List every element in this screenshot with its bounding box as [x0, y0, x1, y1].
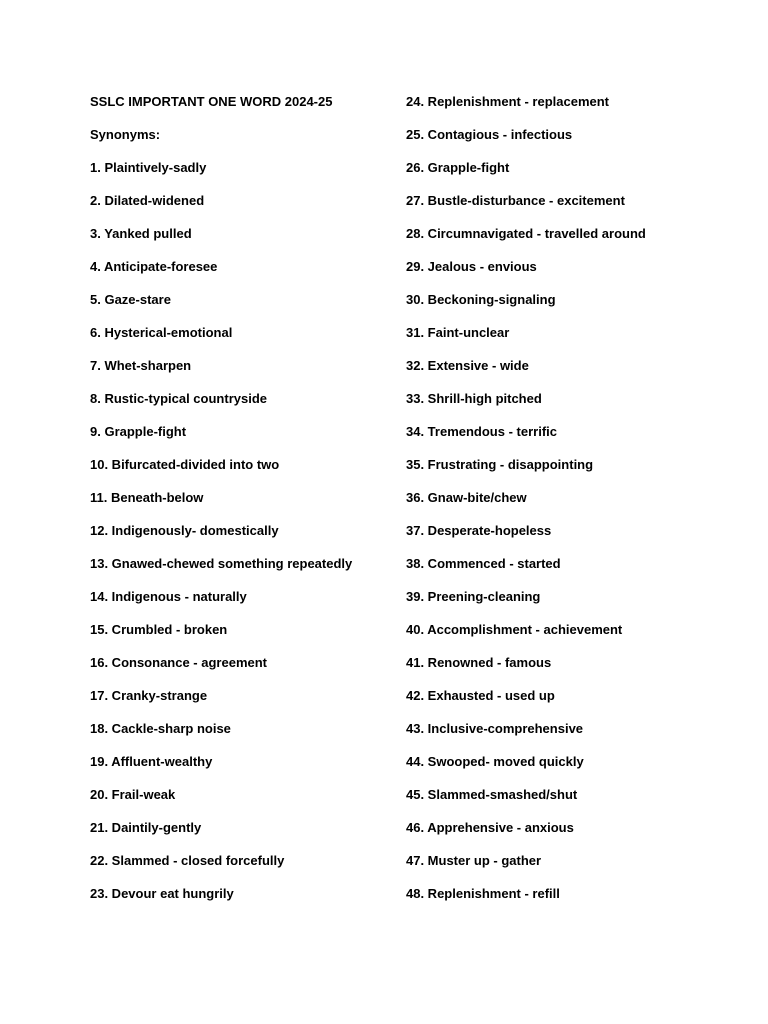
list-item: 4. Anticipate-foresee	[90, 259, 218, 274]
list-item: 15. Crumbled - broken	[90, 622, 228, 637]
list-item: 37. Desperate-hopeless	[406, 523, 552, 538]
list-item: 13. Gnawed-chewed something repeatedly	[90, 556, 353, 571]
list-item: 29. Jealous - envious	[406, 259, 537, 274]
list-item: 1. Plaintively-sadly	[90, 160, 207, 175]
right-column	[406, 93, 746, 918]
list-item: 19. Affluent-wealthy	[90, 754, 213, 769]
list-item: 21. Daintily-gently	[90, 820, 202, 835]
list-item: 14. Indigenous - naturally	[90, 589, 247, 604]
list-item: 38. Commenced - started	[406, 556, 561, 571]
list-item: 40. Accomplishment - achievement	[406, 622, 623, 637]
list-item: 16. Consonance - agreement	[90, 655, 267, 670]
section-heading: Synonyms:	[90, 127, 161, 142]
list-item: 30. Beckoning-signaling	[406, 292, 556, 307]
list-item: 18. Cackle-sharp noise	[90, 721, 231, 736]
list-item: 46. Apprehensive - anxious	[406, 820, 574, 835]
left-column	[90, 93, 390, 918]
list-item: 22. Slammed - closed forcefully	[90, 853, 285, 868]
list-item: 24. Replenishment - replacement	[406, 94, 610, 109]
list-item: 12. Indigenously- domestically	[90, 523, 279, 538]
list-item: 6. Hysterical-emotional	[90, 325, 233, 340]
list-item: 20. Frail-weak	[90, 787, 176, 802]
list-item: 11. Beneath-below	[90, 490, 204, 505]
list-item: 25. Contagious - infectious	[406, 127, 573, 142]
list-item: 28. Circumnavigated - travelled around	[406, 226, 646, 241]
list-item: 32. Extensive - wide	[406, 358, 529, 373]
list-item: 48. Replenishment - refill	[406, 886, 560, 901]
list-item: 39. Preening-cleaning	[406, 589, 541, 604]
list-item: 41. Renowned - famous	[406, 655, 552, 670]
list-item: 26. Grapple-fight	[406, 160, 510, 175]
list-item: 43. Inclusive-comprehensive	[406, 721, 584, 736]
list-item: 47. Muster up - gather	[406, 853, 542, 868]
list-item: 31. Faint-unclear	[406, 325, 510, 340]
list-item: 2. Dilated-widened	[90, 193, 205, 208]
list-item: 7. Whet-sharpen	[90, 358, 192, 373]
list-item: 45. Slammed-smashed/shut	[406, 787, 578, 802]
list-item: 5. Gaze-stare	[90, 292, 171, 307]
list-item: 8. Rustic-typical countryside	[90, 391, 267, 406]
document-title: SSLC IMPORTANT ONE WORD 2024-25	[90, 94, 333, 109]
list-item: 44. Swooped- moved quickly	[406, 754, 584, 769]
list-item: 10. Bifurcated-divided into two	[90, 457, 280, 472]
list-item: 34. Tremendous - terrific	[406, 424, 557, 439]
list-item: 33. Shrill-high pitched	[406, 391, 542, 406]
list-item: 17. Cranky-strange	[90, 688, 208, 703]
list-item: 42. Exhausted - used up	[406, 688, 555, 703]
list-item: 36. Gnaw-bite/chew	[406, 490, 527, 505]
list-item: 23. Devour eat hungrily	[90, 886, 234, 901]
list-item: 9. Grapple-fight	[90, 424, 187, 439]
list-item: 27. Bustle-disturbance - excitement	[406, 193, 625, 208]
list-item: 3. Yanked pulled	[90, 226, 192, 241]
list-item: 35. Frustrating - disappointing	[406, 457, 594, 472]
